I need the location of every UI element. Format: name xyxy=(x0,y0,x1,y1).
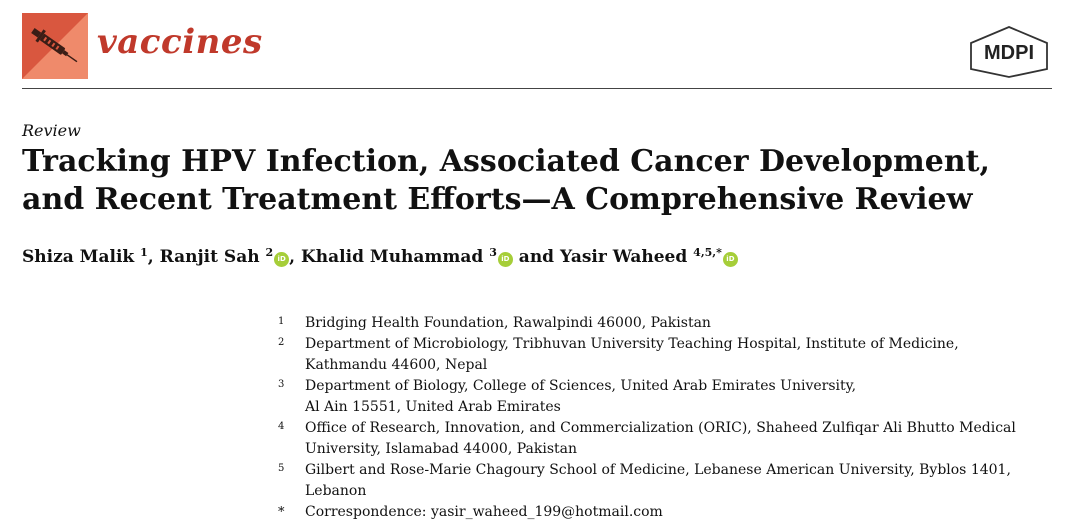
journal-logo xyxy=(22,13,88,79)
syringe-icon xyxy=(22,13,88,79)
title-line-2: and Recent Treatment Efforts—A Comprehensive Review xyxy=(22,182,973,217)
affiliation-text: Department of Biology, College of Sciences, United Arab Emirates University, xyxy=(305,378,857,394)
mdpi-logo[interactable] xyxy=(967,25,1051,79)
orcid-icon[interactable]: iD xyxy=(498,252,513,267)
affiliation-item xyxy=(278,418,1068,460)
affiliation-text: Office of Research, Innovation, and Commercialization (ORIC), Shaheed Zulfiqar Ali Bhutto Medical xyxy=(305,420,1016,436)
author-affiliation-ref: 1 xyxy=(140,246,148,259)
affiliation-text: Department of Microbiology, Tribhuvan University Teaching Hospital, Institute of Medicine, xyxy=(305,336,959,352)
affiliation-item xyxy=(278,313,1068,334)
author-separator: , xyxy=(147,247,160,267)
correspondence-text[interactable]: Correspondence: yasir_waheed_199@hotmail.com xyxy=(305,504,663,520)
author-name[interactable]: Ranjit Sah xyxy=(159,247,260,267)
affiliation-number: 2 xyxy=(278,337,285,348)
affiliation-number: 4 xyxy=(278,421,285,432)
affiliation-number: 1 xyxy=(278,316,285,327)
affiliation-text: Al Ain 15551, United Arab Emirates xyxy=(305,399,561,415)
author-name[interactable]: Khalid Muhammad xyxy=(301,247,484,267)
publisher-name: MDPI xyxy=(984,42,1034,64)
affiliation-item xyxy=(278,460,1068,502)
author-list xyxy=(22,246,738,267)
affiliation-list xyxy=(278,313,1068,523)
orcid-icon[interactable]: iD xyxy=(274,252,289,267)
orcid-icon[interactable]: iD xyxy=(723,252,738,267)
affiliation-text: Kathmandu 44600, Nepal xyxy=(305,357,488,373)
author-separator: , xyxy=(289,247,301,267)
affiliation-item xyxy=(278,334,1068,376)
article-type: Review xyxy=(22,121,81,140)
author-name[interactable]: Yasir Waheed xyxy=(560,247,688,267)
author-separator: and xyxy=(512,247,560,267)
correspondence-mark: * xyxy=(278,505,285,520)
affiliation-number: 5 xyxy=(278,463,285,474)
affiliation-item xyxy=(278,376,1068,418)
title-line-1: Tracking HPV Infection, Associated Cancer Development, xyxy=(22,144,990,179)
author-affiliation-ref: 3 xyxy=(489,246,497,259)
journal-name[interactable]: vaccines xyxy=(97,22,263,62)
header-divider xyxy=(22,88,1052,89)
author-name[interactable]: Shiza Malik xyxy=(22,247,135,267)
article-title xyxy=(22,143,1062,219)
affiliation-number: 3 xyxy=(278,379,285,390)
affiliation-text: Gilbert and Rose-Marie Chagoury School of Medicine, Lebanese American University, Byblos 1401, Lebanon xyxy=(305,462,1011,499)
author-affiliation-ref: 2 xyxy=(265,246,274,259)
author-affiliation-ref: 4,5,* xyxy=(693,246,722,259)
affiliation-text: University, Islamabad 44000, Pakistan xyxy=(305,441,578,457)
affiliation-text: Bridging Health Foundation, Rawalpindi 46000, Pakistan xyxy=(305,315,711,331)
